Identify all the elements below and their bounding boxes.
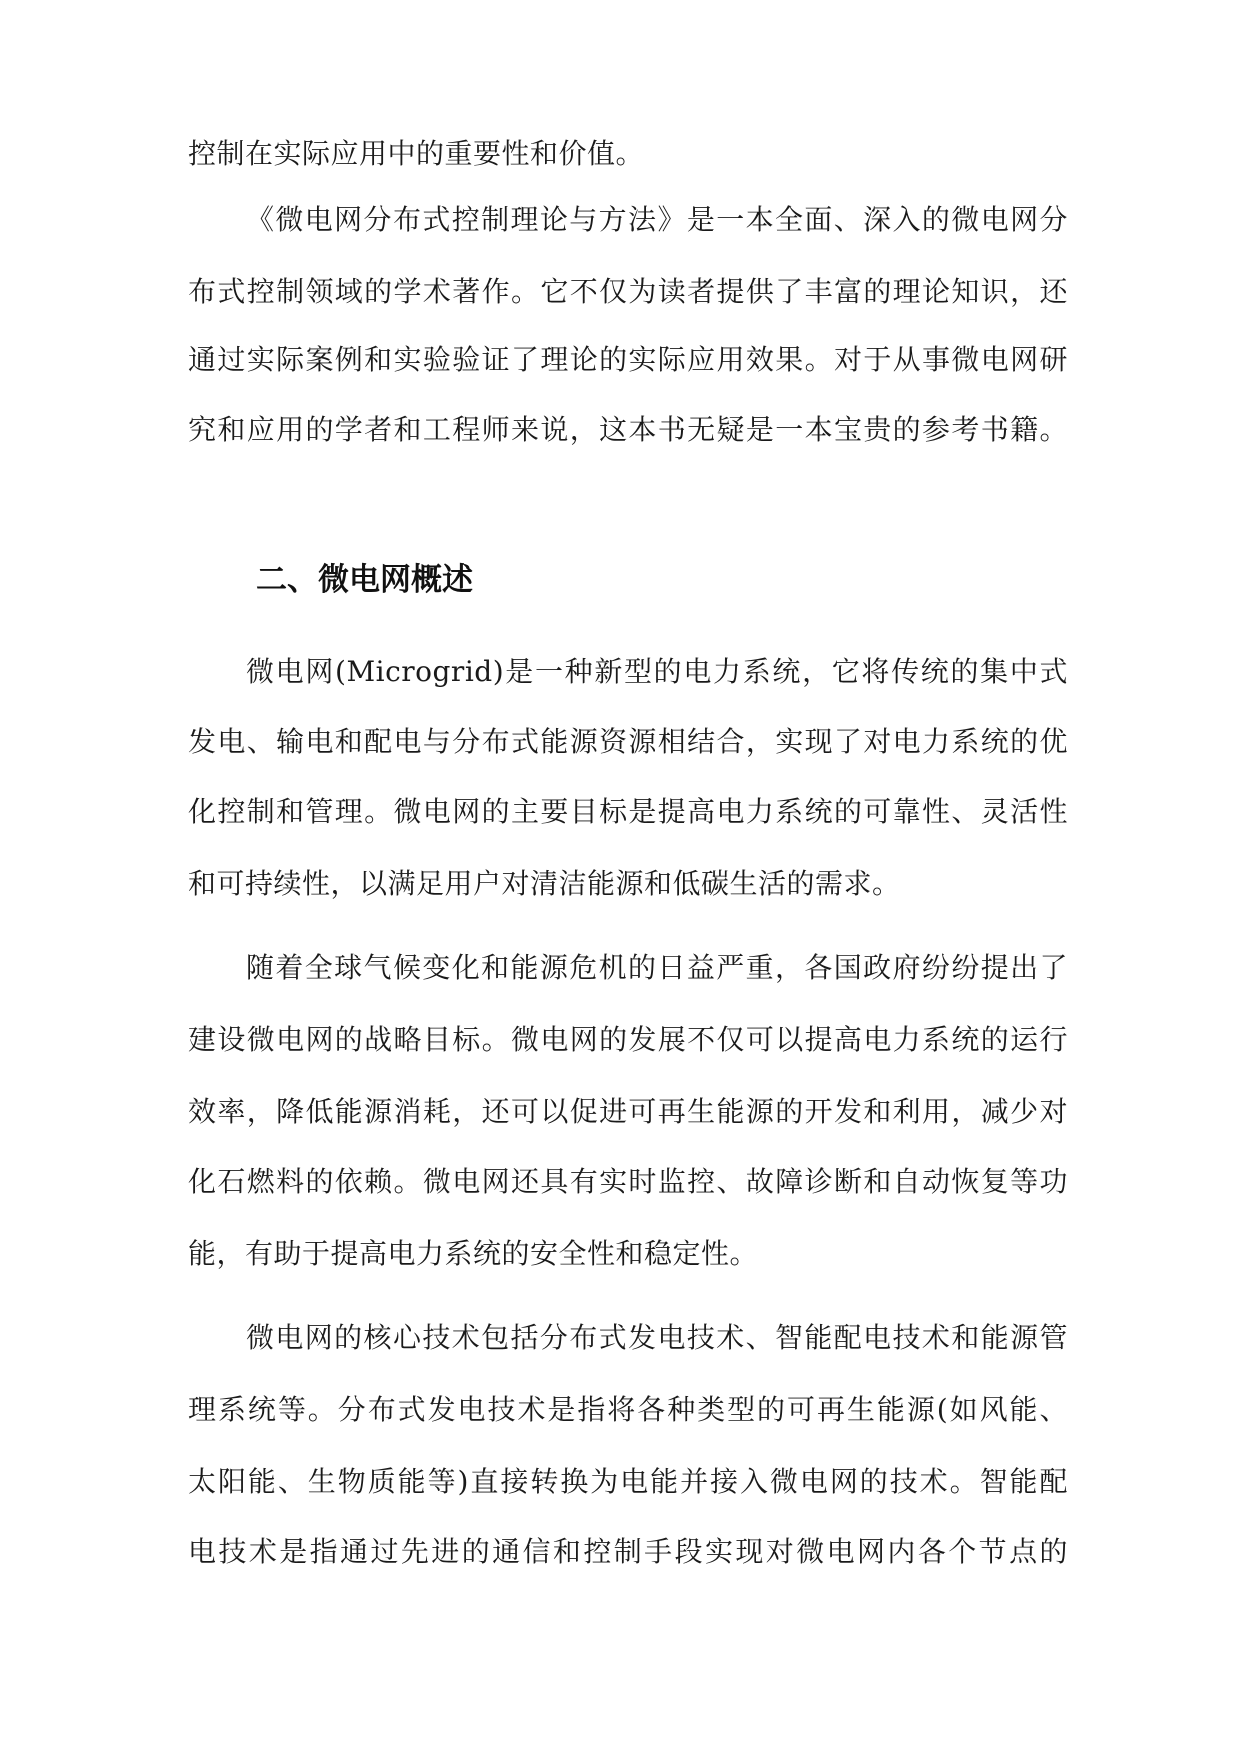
- paragraph-line: 微电网(Microgrid)是一种新型的电力系统，它将传统的集中式: [246, 655, 1068, 688]
- paragraph-line: 能，有助于提高电力系统的安全性和稳定性。: [188, 1237, 759, 1270]
- paragraph-line: 控制在实际应用中的重要性和价值。: [188, 137, 645, 170]
- paragraph-line: 化石燃料的依赖。微电网还具有实时监控、故障诊断和自动恢复等功: [188, 1165, 1068, 1198]
- paragraph-line: 发电、输电和配电与分布式能源资源相结合，实现了对电力系统的优: [188, 725, 1068, 758]
- paragraph-line: 通过实际案例和实验验证了理论的实际应用效果。对于从事微电网研: [188, 343, 1068, 376]
- paragraph-line: 微电网的核心技术包括分布式发电技术、智能配电技术和能源管: [246, 1321, 1068, 1354]
- paragraph-line: 电技术是指通过先进的通信和控制手段实现对微电网内各个节点的: [188, 1535, 1068, 1568]
- paragraph-line: 化控制和管理。微电网的主要目标是提高电力系统的可靠性、灵活性: [188, 795, 1068, 828]
- paragraph-line: 和可持续性，以满足用户对清洁能源和低碳生活的需求。: [188, 867, 901, 900]
- paragraph-line: 建设微电网的战略目标。微电网的发展不仅可以提高电力系统的运行: [188, 1023, 1068, 1056]
- paragraph-line: 究和应用的学者和工程师来说，这本书无疑是一本宝贵的参考书籍。: [188, 413, 1068, 446]
- paragraph-line: 《微电网分布式控制理论与方法》是一本全面、深入的微电网分: [246, 203, 1068, 236]
- section-heading: 二、微电网概述: [256, 562, 473, 598]
- paragraph-line: 太阳能、生物质能等)直接转换为电能并接入微电网的技术。智能配: [188, 1465, 1068, 1498]
- paragraph-line: 随着全球气候变化和能源危机的日益严重，各国政府纷纷提出了: [246, 951, 1068, 984]
- paragraph-line: 理系统等。分布式发电技术是指将各种类型的可再生能源(如风能、: [188, 1393, 1068, 1426]
- paragraph-line: 效率，降低能源消耗，还可以促进可再生能源的开发和利用，减少对: [188, 1095, 1068, 1128]
- paragraph-line: 布式控制领域的学术著作。它不仅为读者提供了丰富的理论知识，还: [188, 275, 1068, 308]
